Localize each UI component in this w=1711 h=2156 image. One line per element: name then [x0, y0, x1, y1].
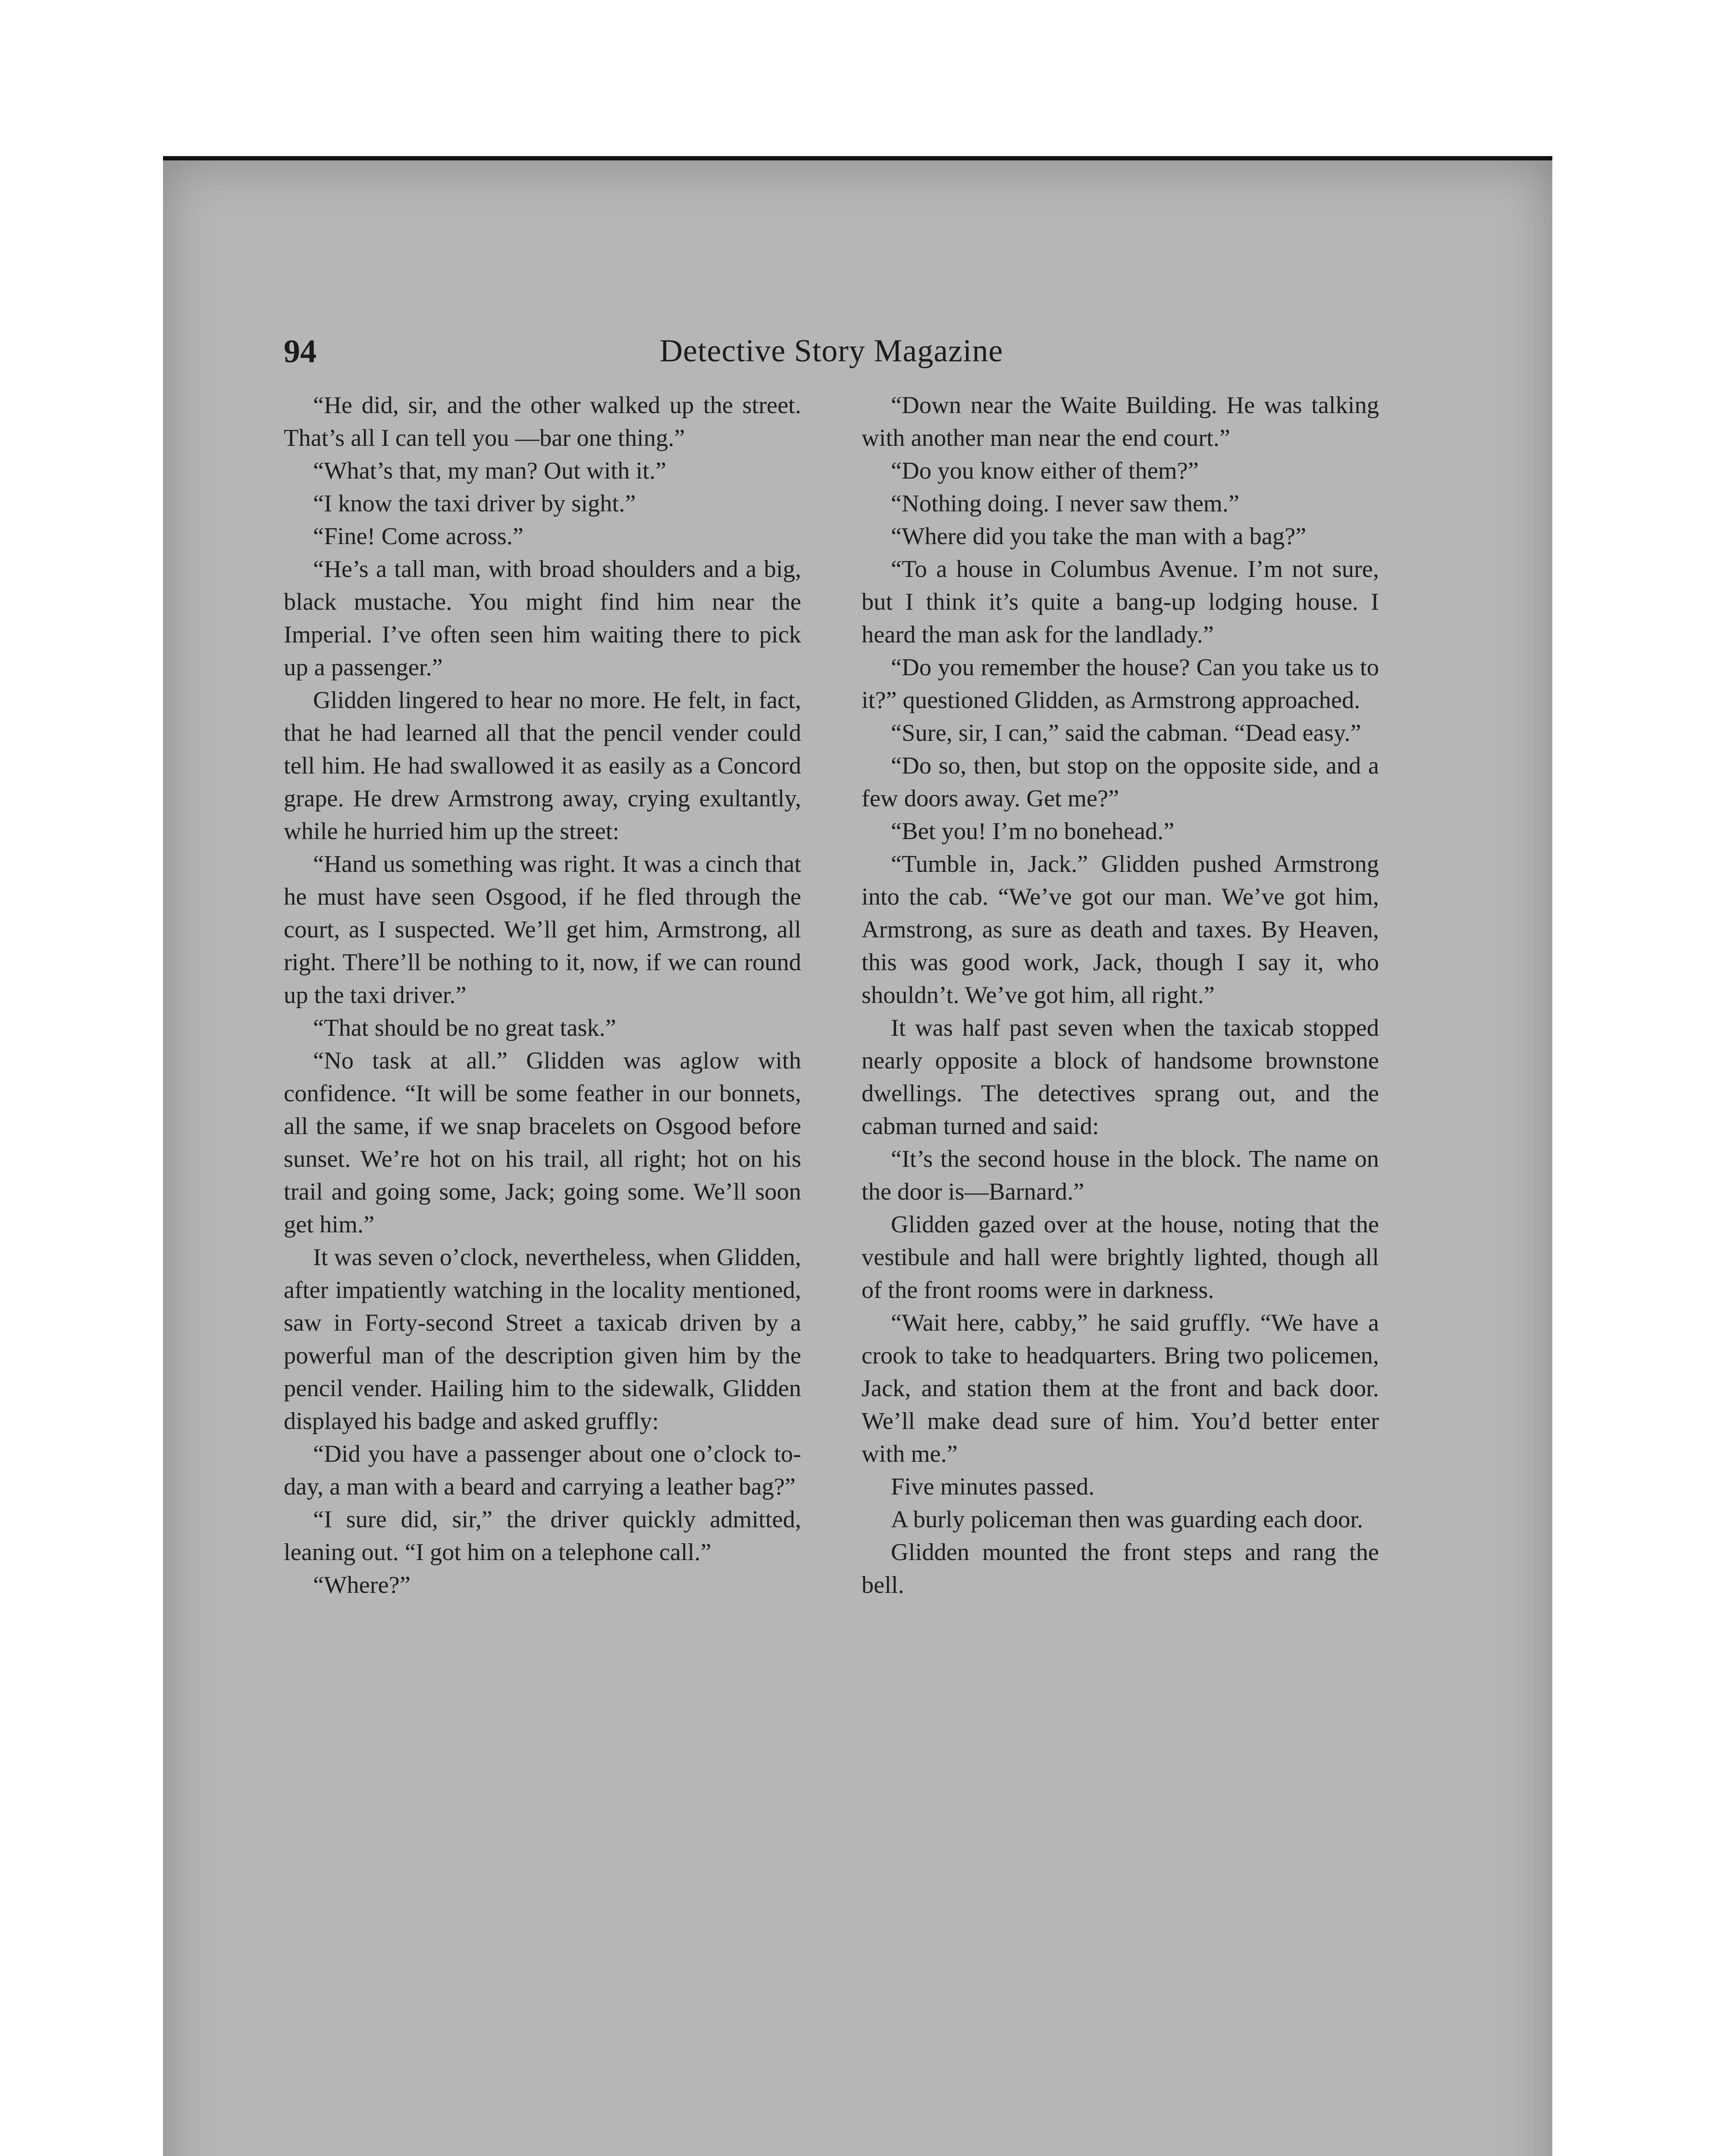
running-title: Detective Story Magazine	[659, 333, 1003, 369]
page-number: 94	[284, 333, 317, 370]
scanned-page	[163, 160, 1552, 2156]
paragraph: Glidden mounted the front steps and rang the bell.	[862, 1539, 1379, 1598]
paragraph: “That should be no great task.”	[313, 1015, 616, 1041]
paragraph: “He’s a tall man, with broad shoulders and a big, black mustache. You might find him near the Imperial. I’ve often seen him waiting there to pick up a passenger.”	[284, 556, 801, 681]
paragraph: “To a house in Columbus Avenue. I’m not sure, but I think it’s quite a bang-up lodging house. I heard the man ask for the landlady.”	[862, 556, 1379, 648]
right-column	[862, 389, 1379, 1601]
paragraph: “Nothing doing. I never saw them.”	[891, 490, 1240, 517]
paragraph: “Fine! Come across.”	[313, 523, 523, 550]
paragraph: “Do so, then, but stop on the opposite side, and a few doors away. Get me?”	[862, 752, 1379, 812]
paragraph: “Wait here, cabby,” he said gruffly. “We have a crook to take to headquarters. Bring two policemen, Jack, and station them at the front and back door. We’ll make dead sure of him. You’d better enter with me.”	[862, 1310, 1379, 1467]
paragraph: “It’s the second house in the block. The name on the door is—Barnard.”	[862, 1146, 1379, 1205]
paragraph: Glidden gazed over at the house, noting that the vestibule and hall were brightly lighted, though all of the front rooms were in darkness.	[862, 1211, 1379, 1304]
paragraph: “Do you remember the house? Can you take us to it?” questioned Glidden, as Armstrong approached.	[862, 654, 1379, 714]
paragraph: “Bet you! I’m no bonehead.”	[891, 818, 1175, 845]
paragraph: “Sure, sir, I can,” said the cabman. “Dead easy.”	[891, 720, 1361, 746]
paragraph: “No task at all.” Glidden was aglow with confidence. “It will be some feather in our bonnets, all the same, if we snap bracelets on Osgood before sunset. We’re hot on his trail, all right; hot on his trail and going some, Jack; going some. We’ll soon get him.”	[284, 1047, 801, 1238]
paragraph: “I know the taxi driver by sight.”	[313, 490, 636, 517]
paragraph: “Where?”	[313, 1572, 411, 1598]
left-column	[284, 389, 801, 1601]
paragraph: It was half past seven when the taxicab stopped nearly opposite a block of handsome brownstone dwellings. The detectives sprang out, and the cabman turned and said:	[862, 1015, 1379, 1140]
paragraph: Glidden lingered to hear no more. He felt, in fact, that he had learned all that the pencil vender could tell him. He had swallowed it as easily as a Concord grape. He drew Armstrong away, crying exultantly, while he hurried him up the street:	[284, 687, 801, 845]
paragraph: A burly policeman then was guarding each door.	[891, 1506, 1363, 1533]
paragraph: Five minutes passed.	[891, 1473, 1095, 1500]
paragraph: “I sure did, sir,” the driver quickly admitted, leaning out. “I got him on a telephone call.”	[284, 1506, 801, 1566]
paragraph: “Did you have a passenger about one o’clock to-day, a man with a beard and carrying a leather bag?”	[284, 1441, 801, 1500]
paragraph: “Tumble in, Jack.” Glidden pushed Armstrong into the cab. “We’ve got our man. We’ve got him, Armstrong, as sure as death and taxes. By Heaven, this was good work, Jack, though I say it, who shouldn’t. We’ve got him, all right.”	[862, 851, 1379, 1009]
paragraph: “What’s that, my man? Out with it.”	[313, 458, 667, 484]
paragraph: “Hand us something was right. It was a cinch that he must have seen Osgood, if he fled through the court, as I suspected. We’ll get him, Armstrong, all right. There’ll be nothing to it, now, if we can round up the taxi driver.”	[284, 851, 801, 1009]
page-header	[284, 333, 1379, 389]
paragraph: It was seven o’clock, nevertheless, when Glidden, after impatiently watching in the locality mentioned, saw in Forty-second Street a taxicab driven by a powerful man of the description given him by the pencil vender. Hailing him to the sidewalk, Glidden displayed his badge and asked gruffly:	[284, 1244, 801, 1435]
paragraph: “Do you know either of them?”	[891, 458, 1199, 484]
paragraph: “Where did you take the man with a bag?”	[891, 523, 1307, 550]
paragraph: “Down near the Waite Building. He was talking with another man near the end court.”	[862, 392, 1379, 451]
paragraph: “He did, sir, and the other walked up the street. That’s all I can tell you —bar one thing.”	[284, 392, 801, 451]
